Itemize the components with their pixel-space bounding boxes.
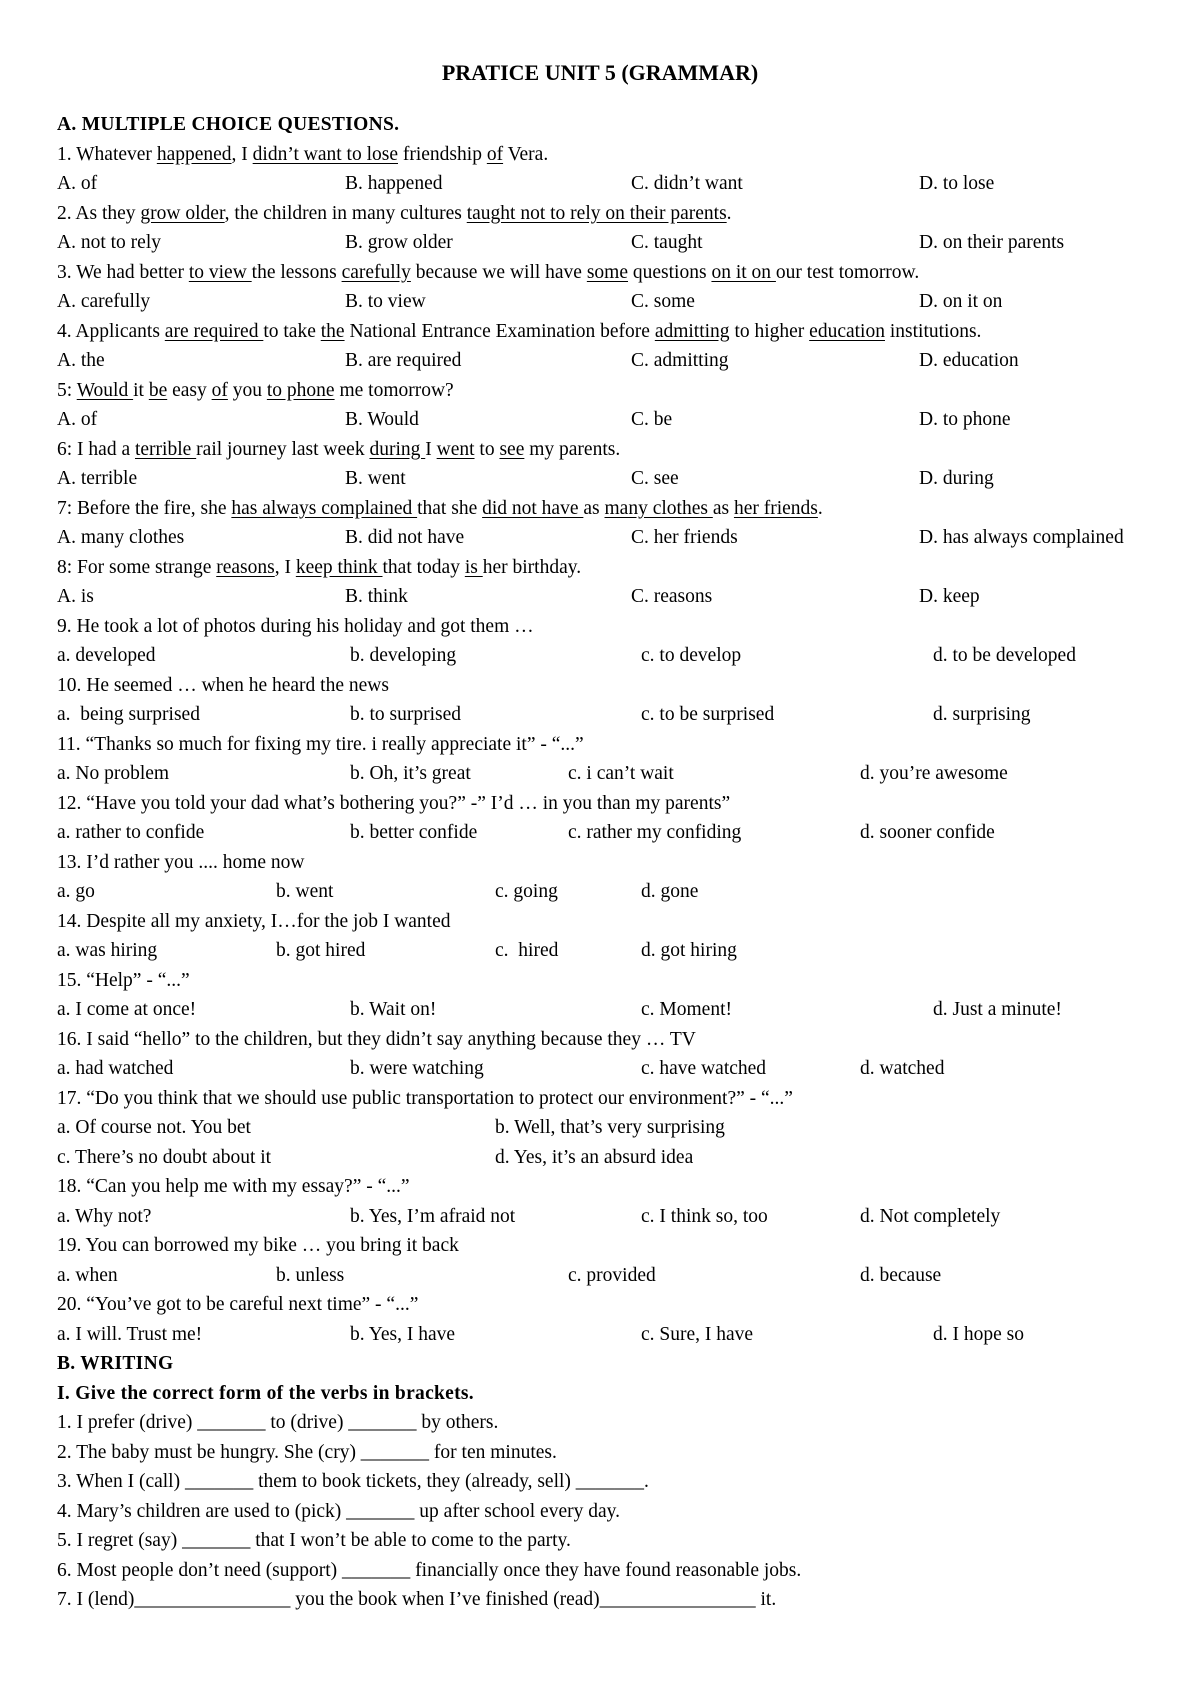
answer-option: B. are required [345,350,462,371]
option-row [0,464,1200,494]
question-text: 19. You can borrowed my bike … you bring it back [57,1235,459,1256]
option-row [0,1261,1200,1291]
underlined-segment: the [320,320,345,342]
option-row [0,877,1200,907]
question-text: National Entrance Examination before [344,320,655,342]
answer-option: d. I hope so [933,1323,1024,1345]
answer-option: c. to be surprised [641,704,775,725]
underlined-segment: some [586,261,629,283]
page-title: PRATICE UNIT 5 (GRAMMAR) [441,60,759,85]
answer-option: A. of [57,173,98,194]
underlined-segment: education [809,320,885,342]
writing-item: 1. I prefer (drive) _______ to (drive) _______ by others. [57,1412,499,1433]
underlined-segment: during [369,438,426,460]
answer-option: c. going [495,881,558,902]
answer-option: a. developed [57,645,156,666]
answer-option: B. to view [345,291,426,312]
question-text: 10. He seemed … when he heard the news [57,674,389,696]
answer-option: b. went [276,881,334,902]
answer-option: b. better confide [350,822,478,843]
answer-option: A. of [57,409,98,430]
option-row [0,759,1200,789]
answer-option: B. Would [345,409,419,430]
question-text: the lessons [251,261,342,283]
underlined-segment: reasons [216,556,275,578]
question-text: rail journey last week [196,438,370,460]
underlined-segment: did not have [482,497,584,519]
option-row [0,582,1200,612]
question-text: as [712,497,734,519]
option-row [0,700,1200,730]
question-text: to [474,438,500,460]
underlined-segment: her friends [733,497,818,519]
writing-item: 6. Most people don’t need (support) _______ financially once they have found reasonable jobs. [57,1559,802,1581]
question-text: 20. “You’ve got to be careful next time” - “...” [57,1294,419,1315]
option-row [0,818,1200,848]
question-text: institutions. [884,320,982,342]
answer-option: d. because [860,1264,942,1286]
question-stem [57,317,981,347]
question-text: 12. “Have you told your dad what’s bothering you?” -” I’d … in you than my parents” [57,792,731,814]
answer-option: c. Moment! [641,999,732,1020]
answer-option: b. Wait on! [350,999,437,1020]
underlined-segment: happened [156,143,232,165]
option-row [0,1143,1200,1173]
underlined-segment: on it on [711,261,776,283]
question-stem [57,199,732,229]
answer-option: b. to surprised [350,704,462,725]
answer-option: B. went [345,468,406,489]
underlined-segment: be [148,379,168,401]
question-text: that she [417,497,483,519]
question-text: 17. “Do you think that we should use public transportation to protect our environment?” - “...” [57,1087,793,1109]
underlined-segment: to phone [266,379,335,401]
answer-option: d. Just a minute! [933,999,1062,1020]
underlined-segment: has always complained [231,497,418,519]
question-stem [57,907,451,937]
underlined-segment: didn’t want to lose [252,143,398,165]
answer-option: a. I come at once! [57,999,197,1020]
answer-option: C. be [631,409,673,430]
question-stem [57,435,620,465]
question-stem [57,612,534,642]
question-text: 6: I had a [57,438,135,460]
option-row [0,1113,1200,1143]
question-text: my parents. [524,438,621,460]
underlined-segment: terrible [134,438,197,460]
option-row [0,936,1200,966]
underlined-segment: Would [76,379,134,401]
question-text: questions [628,261,712,283]
option-row [0,228,1200,258]
answer-option: b. got hired [276,940,366,961]
underlined-segment: of [211,379,228,401]
question-text: . [817,497,823,519]
question-text: to higher [729,320,810,342]
answer-option: d. Yes, it’s an absurd idea [495,1146,694,1168]
option-row [0,523,1200,553]
option-row [0,405,1200,435]
answer-option: A. the [57,350,105,371]
answer-option: D. during [919,468,994,489]
answer-option: d. you’re awesome [860,763,1008,784]
option-row [0,995,1200,1025]
answer-option: c. i can’t wait [568,763,674,784]
answer-option: b. Yes, I’m afraid not [350,1205,516,1227]
question-text: 1. Whatever [57,143,157,165]
answer-option: b. unless [276,1264,345,1286]
question-stem [57,553,581,583]
question-stem [57,258,919,288]
question-text: , the children in many cultures [224,202,467,224]
question-stem [57,789,730,819]
answer-option: b. Oh, it’s great [350,763,471,784]
writing-item: 4. Mary’s children are used to (pick) _______ up after school every day. [57,1500,620,1522]
question-stem [57,1290,418,1320]
answer-option: c. have watched [641,1058,767,1079]
underlined-segment: taught not to rely on their parents [466,202,727,224]
answer-option: C. reasons [631,586,713,607]
answer-option: b. Yes, I have [350,1323,456,1345]
answer-option: d. surprising [933,704,1031,725]
underlined-segment: see [499,438,525,460]
question-text: easy [167,379,212,401]
answer-option: b. developing [350,645,457,666]
question-text: her birthday. [482,556,582,578]
question-stem [57,1231,459,1261]
answer-option: b. were watching [350,1058,484,1079]
question-stem [57,140,548,170]
question-text: 15. “Help” - “...” [57,969,190,991]
writing-item: 3. When I (call) _______ them to book tickets, they (already, sell) _______. [57,1471,649,1492]
underlined-segment: admitting [654,320,730,342]
question-stem [57,1084,793,1114]
question-text: 18. “Can you help me with my essay?” - “...” [57,1176,410,1197]
answer-option: a. Why not? [57,1205,152,1227]
answer-option: D. education [919,350,1019,371]
answer-option: d. sooner confide [860,822,995,843]
answer-option: C. some [631,291,695,312]
answer-option: B. did not have [345,527,465,548]
answer-option: A. not to rely [57,232,161,253]
question-stem [57,376,454,406]
question-text: 13. I’d rather you .... home now [57,851,305,873]
answer-option: A. is [57,586,94,607]
question-text: 3. We had better [57,261,189,283]
option-row [0,1054,1200,1084]
underlined-segment: of [486,143,504,165]
answer-option: a. Of course not. You bet [57,1117,251,1138]
answer-option: D. keep [919,586,980,607]
answer-option: A. terrible [57,468,138,489]
answer-option: a. being surprised [57,704,200,725]
question-text: our test tomorrow. [775,261,920,283]
question-text: 4. Applicants [57,320,165,342]
answer-option: c. provided [568,1264,656,1286]
writing-item: 5. I regret (say) _______ that I won’t be able to come to the party. [57,1530,571,1551]
answer-option: d. Not completely [860,1205,1001,1227]
question-stem [57,494,823,524]
option-row [0,1320,1200,1350]
underlined-segment: is [464,556,483,578]
section-a-heading: A. MULTIPLE CHOICE QUESTIONS. [57,114,400,135]
question-stem [57,966,190,996]
answer-option: c. I think so, too [641,1205,768,1227]
answer-option: c. There’s no doubt about it [57,1146,272,1168]
question-text: because we will have [410,261,587,283]
question-text: I [425,438,437,460]
answer-option: a. when [57,1264,118,1286]
question-text: 9. He took a lot of photos during his holiday and got them … [57,615,534,637]
writing-item: 7. I (lend)________________ you the book when I’ve finished (read)________________ it. [57,1589,777,1610]
question-text: . [726,202,732,224]
question-stem [57,1172,410,1202]
underlined-segment: went [436,438,475,460]
answer-option: b. Well, that’s very surprising [495,1117,725,1138]
answer-option: a. go [57,881,95,902]
question-text: friendship [398,143,487,165]
question-text: , I [231,143,253,165]
answer-option: C. taught [631,232,703,253]
question-text: you [227,379,267,401]
question-stem [57,1025,696,1055]
option-row [0,1202,1200,1232]
question-text: it [133,379,149,401]
answer-option: d. gone [641,881,699,902]
question-text: 11. “Thanks so much for fixing my tire. i really appreciate it” - “...” [57,733,584,755]
option-row [0,169,1200,199]
answer-option: C. didn’t want [631,173,743,194]
answer-option: B. think [345,586,408,607]
question-text: 7: Before the fire, she [57,497,232,519]
question-stem [57,671,389,701]
answer-option: B. happened [345,173,443,194]
underlined-segment: keep think [295,556,383,578]
answer-option: D. on their parents [919,232,1065,253]
answer-option: c. rather my confiding [568,822,742,843]
option-row [0,287,1200,317]
answer-option: A. many clothes [57,527,185,548]
answer-option: a. No problem [57,763,170,784]
answer-option: a. I will. Trust me! [57,1323,203,1345]
answer-option: c. to develop [641,645,742,666]
underlined-segment: to view [188,261,252,283]
answer-option: D. to lose [919,173,995,194]
section-b-heading: B. WRITING [57,1353,174,1374]
question-text: 16. I said “hello” to the children, but they didn’t say anything because they … TV [57,1028,696,1050]
question-text: 14. Despite all my anxiety, I…for the job I wanted [57,910,451,932]
question-text: me tomorrow? [334,379,454,401]
answer-option: A. carefully [57,291,151,312]
answer-option: c. Sure, I have [641,1323,754,1345]
question-text: Vera. [503,143,549,165]
answer-option: C. see [631,468,679,489]
underlined-segment: grow older [140,202,225,224]
answer-option: D. to phone [919,409,1011,430]
answer-option: c. hired [495,940,559,961]
question-text: to take [263,320,321,342]
question-stem [57,730,584,760]
answer-option: D. on it on [919,291,1003,312]
writing-item: 2. The baby must be hungry. She (cry) _______ for ten minutes. [57,1441,557,1463]
question-text: 8: For some strange [57,556,217,578]
answer-option: d. got hiring [641,940,737,961]
question-text: that today [382,556,465,578]
underlined-segment: are required [164,320,264,342]
option-row [0,346,1200,376]
option-row [0,641,1200,671]
answer-option: a. had watched [57,1058,174,1079]
underlined-segment: carefully [341,261,411,283]
answer-option: d. to be developed [933,645,1076,666]
question-text: , I [274,556,296,578]
answer-option: C. admitting [631,350,729,371]
answer-option: B. grow older [345,232,453,253]
section-b-instruction: I. Give the correct form of the verbs in brackets. [57,1382,474,1404]
question-text: as [583,497,605,519]
question-text: 5: [57,379,77,401]
answer-option: a. was hiring [57,940,158,961]
answer-option: C. her friends [631,527,738,548]
question-stem [57,848,304,878]
answer-option: D. has always complained [919,527,1124,548]
question-text: 2. As they [57,202,141,224]
answer-option: d. watched [860,1058,945,1079]
answer-option: a. rather to confide [57,822,205,843]
underlined-segment: many clothes [604,497,713,519]
